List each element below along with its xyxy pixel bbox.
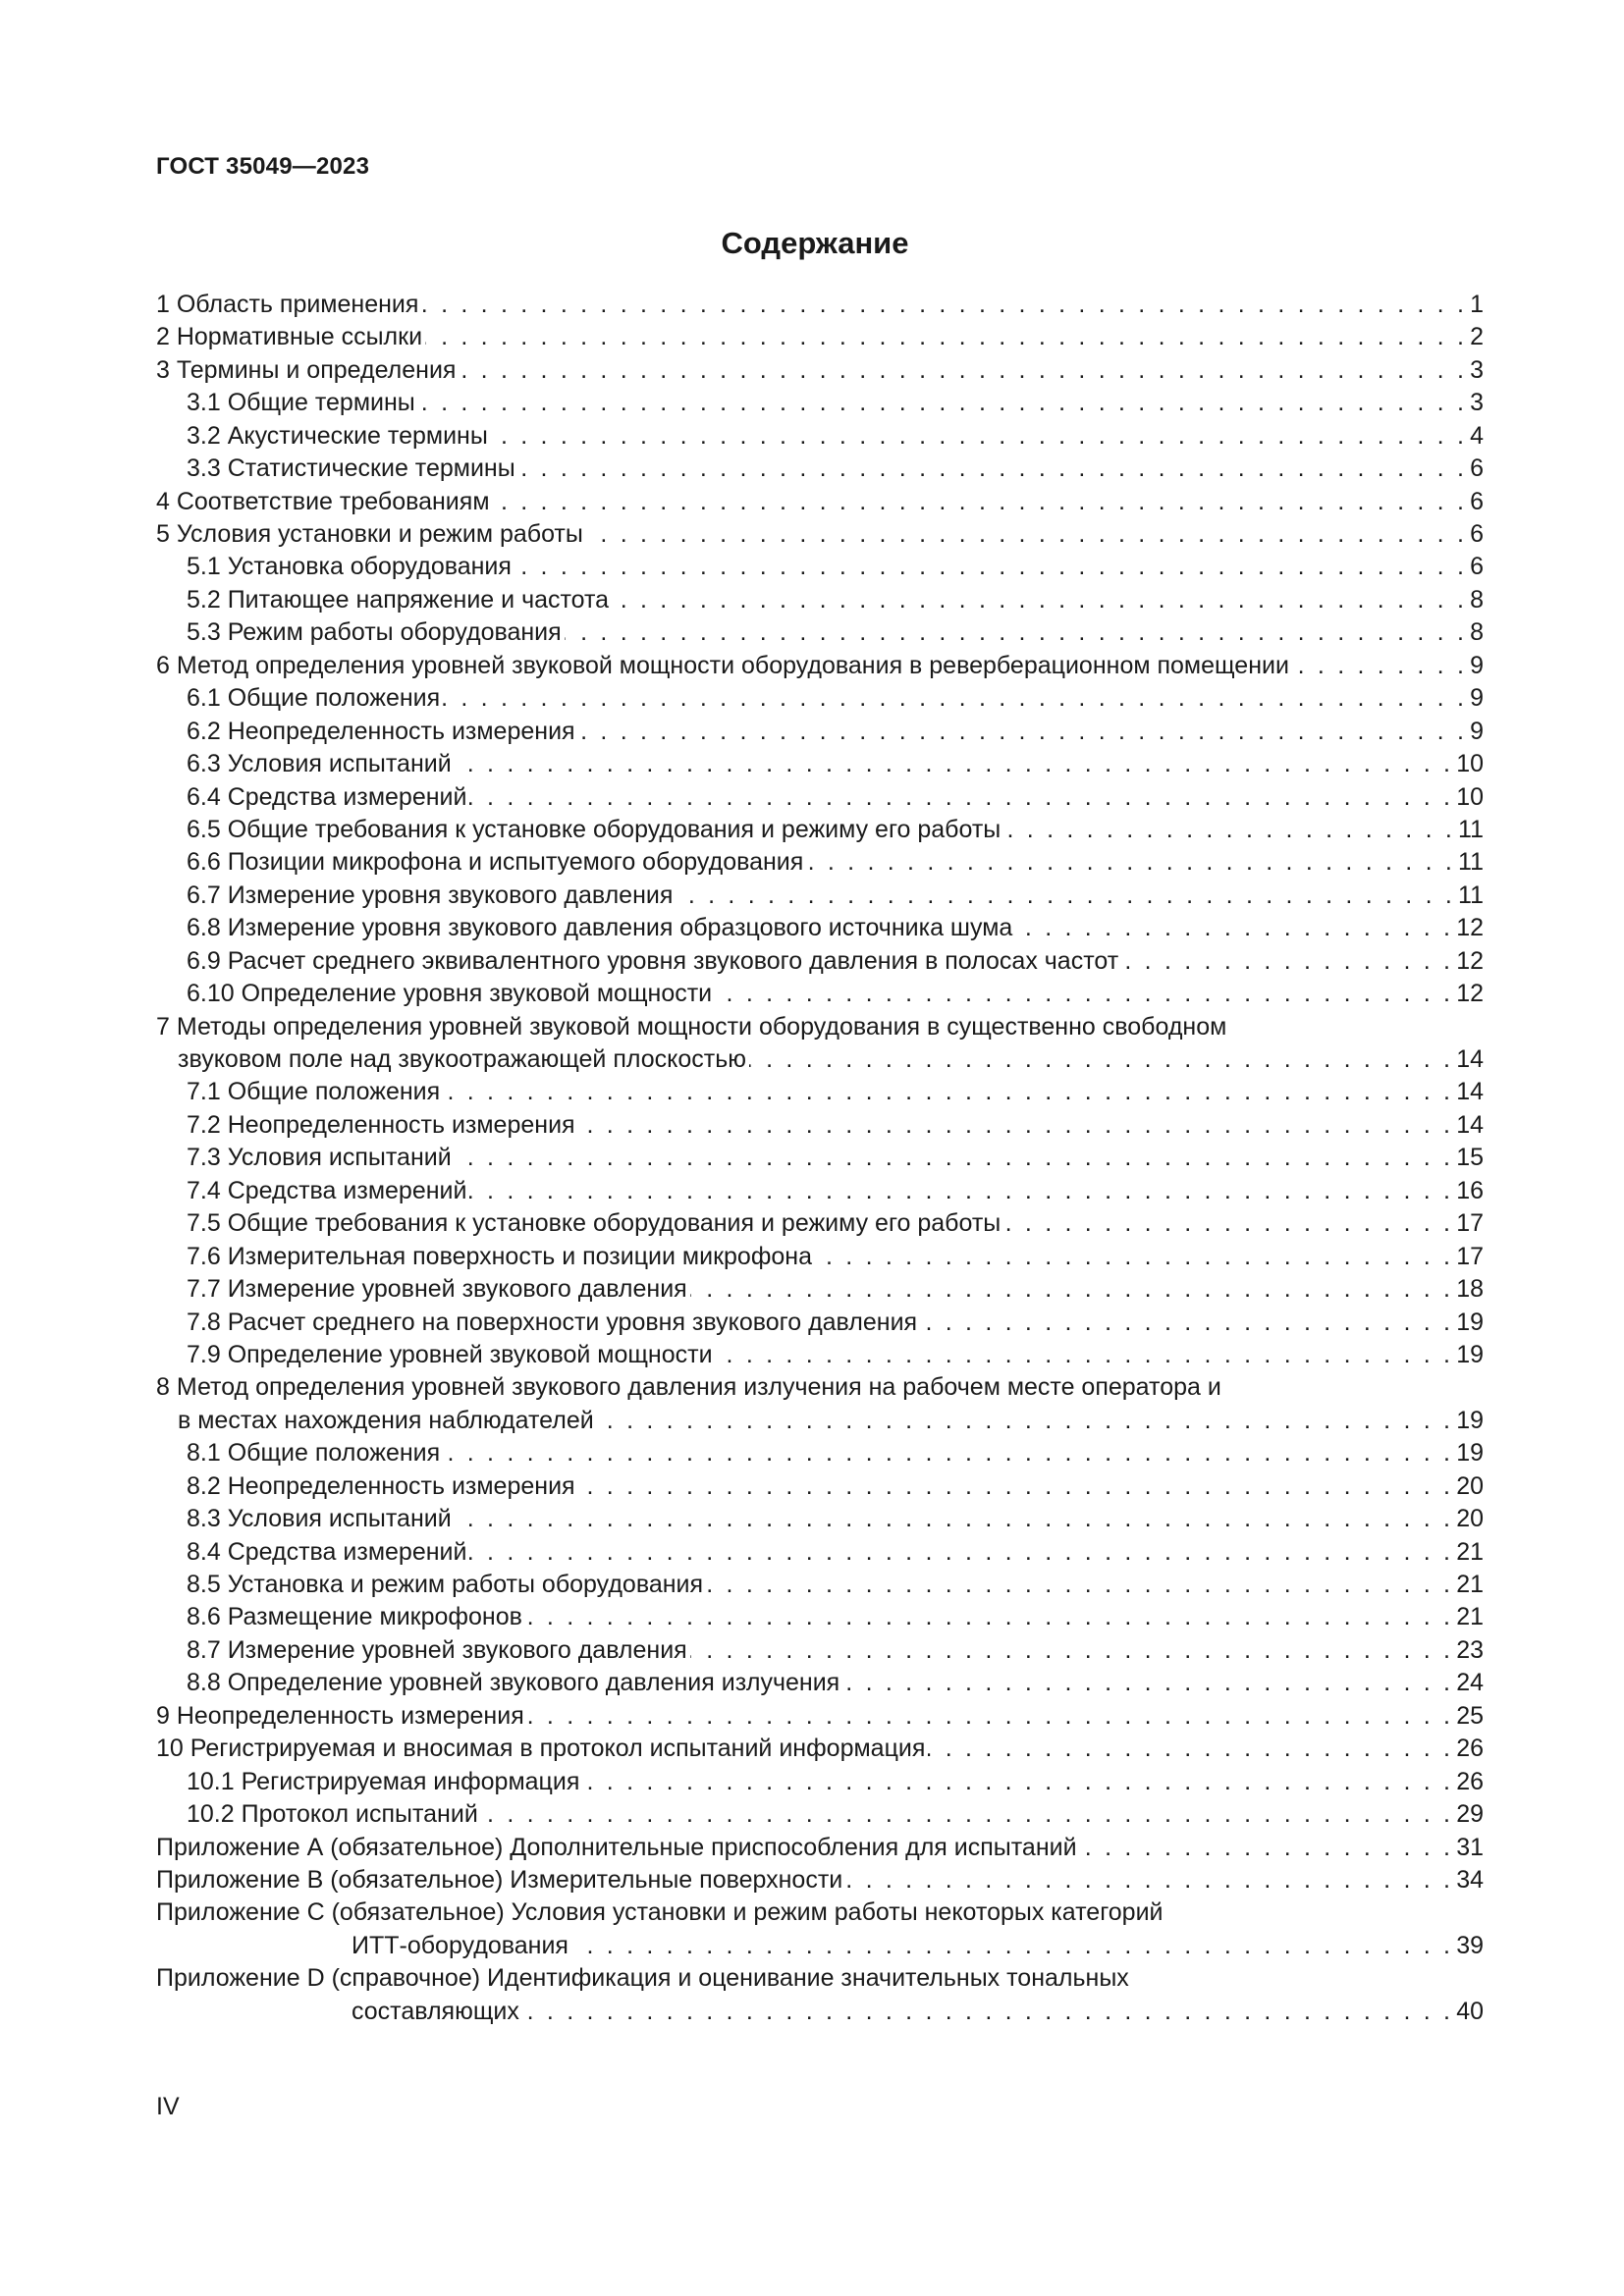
toc-page-number: 19 [1456,1308,1484,1336]
toc-entry[interactable] [156,420,1484,453]
toc-entry[interactable] [156,748,1484,780]
toc-entry[interactable] [156,1996,1484,2028]
dot-leader [443,1076,1453,1108]
toc-entry-text: 10.2 Протокол испытаний [187,1800,478,1829]
toc-page-number: 12 [1456,914,1484,942]
toc-entry[interactable] [156,716,1484,748]
dot-leader [469,1175,1453,1207]
toc-entry-text: 6 Метод определения уровней звуковой мощности оборудования в реверберационном помещении [156,651,1289,679]
toc-entry[interactable] [156,486,1484,518]
dot-leader [514,551,1467,583]
toc-entry[interactable] [156,1798,1484,1831]
toc-entry[interactable] [156,1142,1484,1174]
toc-entry-text: Приложение С (обязательное) Условия установки и режим работы некоторых категорий [156,1898,1164,1927]
toc-entry-text: 7.3 Условия испытаний [187,1144,452,1172]
toc-entry-text: 8.1 Общие положения [187,1439,441,1468]
dot-leader [469,781,1453,814]
toc-entry[interactable] [156,616,1484,649]
toc-page-number: 21 [1456,1571,1484,1599]
toc-entry-text: 7.5 Общие требования к установке оборудования и режиму его работы [187,1209,1001,1238]
toc-page-number: 31 [1456,1833,1484,1861]
toc-page-number: 3 [1470,355,1484,384]
dot-leader [582,1766,1453,1798]
toc-entry[interactable] [156,1503,1484,1535]
toc-entry[interactable] [156,781,1484,814]
toc-entry-text: 3.2 Акустические термины [187,421,488,450]
toc-page-number: 23 [1456,1635,1484,1664]
dot-leader [443,682,1467,715]
toc-entry[interactable] [156,846,1484,879]
toc-entry-text: 8.5 Установка и режим работы оборудования [187,1571,704,1599]
dot-leader [715,978,1453,1010]
page-title: Содержание [721,226,909,260]
dot-leader [806,846,1455,879]
toc-entry-text: Приложение D (справочное) Идентификация и оценивание значительных тональных [156,1964,1129,1993]
toc-page-number: 15 [1456,1144,1484,1172]
toc-entry-text: 6.10 Определение уровня звуковой мощности [187,980,713,1008]
toc-page-number: 18 [1456,1275,1484,1304]
dot-leader [565,616,1467,649]
dot-leader [571,1930,1453,1962]
toc-page-number: 20 [1456,1505,1484,1533]
toc-entry[interactable] [156,1930,1484,1962]
toc-entry[interactable] [156,1207,1484,1240]
toc-entry[interactable] [156,1536,1484,1569]
toc-entry-text: 7.7 Измерение уровней звукового давления [187,1275,687,1304]
toc-entry[interactable] [156,321,1484,353]
dot-leader [578,716,1468,748]
toc-page-number: 26 [1456,1767,1484,1795]
toc-page-number: 40 [1456,1997,1484,2025]
toc-entry-text: 2 Нормативные ссылки [156,323,423,351]
toc-entry-text: 4 Соответствие требованиям [156,487,490,515]
toc-entry[interactable] [156,880,1484,912]
dot-leader [469,1536,1453,1569]
toc-entry-text: 6.9 Расчет среднего эквивалентного уровня звукового давления в полосах частот [187,946,1119,975]
toc-entry-text: 6.3 Условия испытаний [187,750,452,778]
dot-leader [690,1273,1453,1306]
toc-entry[interactable] [156,1339,1484,1371]
dot-leader [842,1667,1453,1699]
dot-leader [597,1405,1453,1437]
table-of-contents [156,289,1484,2028]
toc-entry[interactable] [156,1109,1484,1142]
toc-entry[interactable] [156,1569,1484,1601]
toc-page-number: 39 [1456,1931,1484,1959]
toc-entry-text: 3.3 Статистические термины [187,454,515,483]
dot-leader [493,486,1468,518]
toc-page-number: 25 [1456,1701,1484,1730]
toc-page-number: 6 [1470,454,1484,483]
standard-designation: ГОСТ 35049—2023 [156,153,370,180]
toc-entry-first-line[interactable] [156,1896,1484,1929]
toc-entry-text: 10 Регистрируемая и вносимая в протокол испытаний информация [156,1735,926,1763]
dot-leader [578,1470,1454,1503]
dot-leader [716,1339,1454,1371]
toc-entry-text: Приложение В (обязательное) Измерительные поверхности [156,1865,843,1894]
toc-entry-text: 7.1 Общие положения [187,1078,441,1106]
toc-page-number: 12 [1456,946,1484,975]
toc-entry-text: 7.9 Определение уровней звуковой мощности [187,1340,713,1368]
toc-entry[interactable] [156,1405,1484,1437]
toc-entry-text: 9 Неопределенность измерения [156,1701,524,1730]
dot-leader [690,1634,1453,1667]
dot-leader [455,748,1453,780]
toc-page-number: 29 [1456,1800,1484,1829]
toc-entry[interactable] [156,1766,1484,1798]
toc-page-number: 11 [1458,881,1484,909]
dot-leader [1003,1207,1453,1240]
toc-entry[interactable] [156,945,1484,978]
toc-entry-text: 6.7 Измерение уровня звукового давления [187,881,674,909]
toc-entry[interactable] [156,912,1484,944]
toc-entry-text: 5.1 Установка оборудования [187,553,512,581]
toc-entry[interactable] [156,518,1484,551]
toc-page-number: 14 [1456,1110,1484,1139]
toc-entry[interactable] [156,354,1484,387]
toc-entry-text: 10.1 Регистрируемая информация [187,1767,580,1795]
toc-entry-continuation: составляющих [352,1997,519,2025]
toc-entry[interactable] [156,814,1484,846]
toc-entry[interactable] [156,584,1484,616]
toc-entry-text: 8.8 Определение уровней звукового давления излучения [187,1669,840,1697]
toc-page-number: 21 [1456,1537,1484,1566]
dot-leader [1080,1832,1454,1864]
toc-page-number: 17 [1456,1209,1484,1238]
toc-page-number: 3 [1470,389,1484,417]
toc-page-number: 12 [1456,980,1484,1008]
toc-entry[interactable] [156,387,1484,419]
dot-leader [455,1503,1453,1535]
toc-page-number: 6 [1470,553,1484,581]
toc-entry-text: 5 Условия установки и режим работы [156,520,583,549]
toc-entry[interactable] [156,682,1484,715]
toc-entry-text: 3.1 Общие термины [187,389,415,417]
dot-leader [522,1996,1453,2028]
toc-entry-text: 7.8 Расчет среднего на поверхности уровня звукового давления [187,1308,918,1336]
toc-page-number: 9 [1470,684,1484,713]
dot-leader [518,453,1467,485]
toc-entry-text: 7.4 Средства измерений [187,1176,467,1204]
toc-entry-text: 8 Метод определения уровней звукового давления излучения на рабочем месте оператора и [156,1373,1221,1402]
toc-entry[interactable] [156,1733,1484,1765]
toc-page-number: 14 [1456,1045,1484,1074]
toc-page-number: 2 [1470,323,1484,351]
toc-entry-text: 6.2 Неопределенность измерения [187,717,575,745]
toc-entry[interactable] [156,289,1484,321]
toc-entry[interactable] [156,1273,1484,1306]
toc-entry-first-line[interactable] [156,1371,1484,1404]
dot-leader [612,584,1467,616]
toc-page-number: 11 [1458,815,1484,843]
toc-entry-text: 6.8 Измерение уровня звукового давления образцового источника шума [187,914,1013,942]
toc-page-number: 19 [1456,1406,1484,1434]
toc-page-number: 9 [1470,717,1484,745]
toc-page-number: 14 [1456,1078,1484,1106]
toc-page-number: 20 [1456,1471,1484,1500]
toc-entry[interactable] [156,1077,1484,1109]
toc-page-number: 10 [1456,782,1484,811]
dot-leader [527,1700,1453,1733]
toc-entry-text: 7.6 Измерительная поверхность и позиции микрофона [187,1242,813,1270]
dot-leader [455,1142,1453,1174]
toc-page-number: 11 [1458,848,1484,877]
toc-entry-continuation: звуковом поле над звукоотражающей плоскостью [178,1045,746,1074]
toc-page-number: 16 [1456,1176,1484,1204]
toc-page-number: 8 [1470,585,1484,614]
dot-leader [1292,650,1467,682]
dot-leader [459,354,1467,387]
toc-entry[interactable] [156,1602,1484,1634]
dot-leader [1015,912,1453,944]
toc-entry-text: 8.6 Размещение микрофонов [187,1603,522,1631]
toc-page-number: 4 [1470,421,1484,450]
toc-entry-text: 1 Область применения [156,290,419,318]
toc-entry-text: Приложение А (обязательное) Дополнительные приспособления для испытаний [156,1833,1077,1861]
toc-entry[interactable] [156,1241,1484,1273]
toc-entry-text: 5.2 Питающее напряжение и частота [187,585,610,614]
toc-entry-text: 7.2 Неопределенность измерения [187,1110,575,1139]
dot-leader [421,289,1467,321]
toc-entry-text: 8.7 Измерение уровней звукового давления [187,1635,687,1664]
dot-leader [525,1601,1453,1633]
dot-leader [491,420,1467,453]
dot-leader [706,1569,1453,1601]
dot-leader [928,1733,1453,1765]
toc-entry[interactable] [156,552,1484,584]
toc-entry-text: 7 Методы определения уровней звуковой мощности оборудования в существенно свободном [156,1012,1227,1041]
toc-page-number: 21 [1456,1603,1484,1631]
toc-entry[interactable] [156,1175,1484,1207]
toc-entry-text: 6.5 Общие требования к установке оборудования и режиму его работы [187,815,1001,843]
toc-entry-text: 3 Термины и определения [156,355,457,384]
dot-leader [586,518,1467,551]
toc-entry[interactable] [156,453,1484,485]
dot-leader [845,1864,1453,1896]
dot-leader [1003,814,1455,846]
toc-page-number: 26 [1456,1735,1484,1763]
toc-entry[interactable] [156,1043,1484,1076]
toc-entry-first-line[interactable] [156,1011,1484,1043]
dot-leader [749,1043,1453,1076]
toc-entry[interactable] [156,650,1484,682]
toc-page-number: 19 [1456,1340,1484,1368]
toc-page-number: 8 [1470,618,1484,647]
toc-entry[interactable] [156,1634,1484,1667]
toc-entry-text: 5.3 Режим работы оборудования [187,618,562,647]
toc-entry-continuation: ИТТ-оборудования [352,1931,568,1959]
toc-entry[interactable] [156,1307,1484,1339]
dot-leader [676,880,1455,912]
toc-entry[interactable] [156,1667,1484,1699]
toc-entry[interactable] [156,1437,1484,1469]
toc-entry[interactable] [156,1470,1484,1503]
toc-entry-text: 6.6 Позиции микрофона и испытуемого оборудования [187,848,804,877]
toc-entry-text: 8.4 Средства измерений [187,1537,467,1566]
toc-entry-first-line[interactable] [156,1962,1484,1995]
toc-entry[interactable] [156,978,1484,1010]
toc-page-number: 34 [1456,1865,1484,1894]
toc-page-number: 19 [1456,1439,1484,1468]
toc-page-number: 6 [1470,487,1484,515]
toc-entry-text: 6.1 Общие положения [187,684,441,713]
dot-leader [920,1307,1453,1339]
toc-entry[interactable] [156,1832,1484,1864]
toc-page-number: 1 [1470,290,1484,318]
toc-page-number: 17 [1456,1242,1484,1270]
dot-leader [1121,945,1453,978]
page-number: IV [156,2093,180,2120]
toc-page-number: 24 [1456,1669,1484,1697]
toc-entry-text: 6.4 Средства измерений [187,782,467,811]
toc-page-number: 6 [1470,520,1484,549]
dot-leader [418,387,1467,419]
toc-entry[interactable] [156,1700,1484,1733]
dot-leader [425,321,1467,353]
dot-leader [481,1798,1453,1831]
dot-leader [815,1241,1453,1273]
dot-leader [578,1109,1454,1142]
toc-entry[interactable] [156,1864,1484,1896]
toc-page-number: 9 [1470,651,1484,679]
toc-entry-text: 8.3 Условия испытаний [187,1505,452,1533]
dot-leader [443,1437,1453,1469]
toc-entry-continuation: в местах нахождения наблюдателей [178,1406,594,1434]
toc-page-number: 10 [1456,750,1484,778]
toc-entry-text: 8.2 Неопределенность измерения [187,1471,575,1500]
